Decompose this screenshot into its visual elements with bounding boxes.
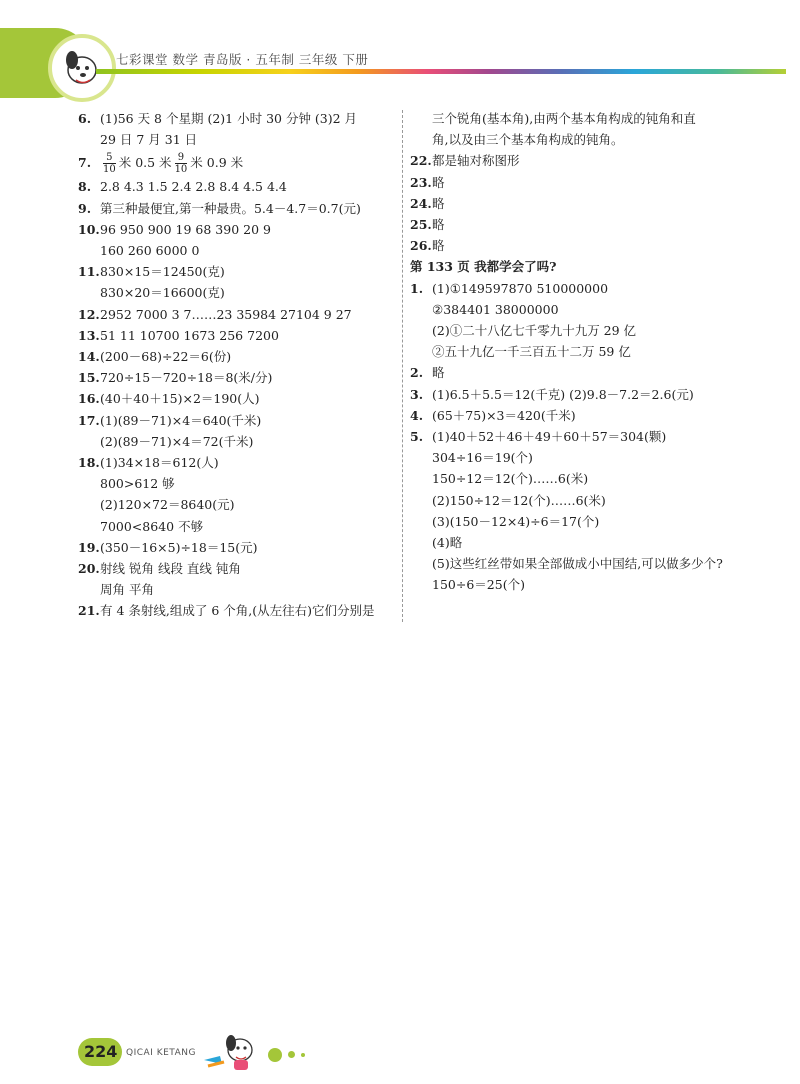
answer-18-l2: 800>612 够 (100, 476, 175, 492)
answer-6-cont: 29 日 7 月 31 日 (100, 132, 198, 148)
footer-brand: QICAI KETANG (126, 1048, 196, 1058)
review-5-l2: 304÷16＝19(个) (432, 450, 533, 466)
answer-20-cont: 周角 平角 (100, 582, 154, 598)
answer-16: 16.(40＋40＋15)×2＝190(人) (78, 391, 260, 407)
review-5-l6: (4)略 (432, 535, 463, 551)
header-title: 七彩课堂 数学 青岛版 · 五年制 三年级 下册 (116, 52, 369, 67)
mascot-icon (48, 34, 116, 102)
dot-medium-icon (288, 1051, 295, 1058)
review-5-l8: 150÷6＝25(个) (432, 577, 525, 593)
answer-10: 10.96 950 900 19 68 390 20 9 (78, 221, 271, 237)
footer-mascot-icon (200, 1030, 260, 1078)
answer-9: 9. 第三种最便宜,第一种最贵。5.4－4.7＝0.7(元) (78, 200, 361, 216)
answer-21-cont-2: 角,以及由三个基本角构成的钝角。 (432, 132, 624, 148)
answer-18-l3: (2)120×72＝8640(元) (100, 497, 235, 513)
answer-8: 8. 2.8 4.3 1.5 2.4 2.8 8.4 4.5 4.4 (78, 179, 287, 195)
answer-11-cont: 830×20＝16600(克) (100, 285, 225, 301)
dot-small-icon (301, 1053, 305, 1057)
answer-21: 21.有 4 条射线,组成了 6 个角,(从左往右)它们分别是 (78, 603, 375, 619)
answer-26: 26.略 (410, 238, 445, 254)
section-title: 第 133 页 我都学会了吗? (410, 259, 557, 275)
fraction-9-10: $\frac{9}{10}$ (174, 152, 188, 176)
review-5-l5: (3)(150－12×4)÷6＝17(个) (432, 513, 600, 529)
answer-13: 13.51 11 10700 1673 256 7200 (78, 327, 279, 343)
answer-25: 25.略 (410, 217, 445, 233)
footer-dots (268, 1044, 311, 1063)
answer-11: 11.830×15＝12450(克) (78, 264, 225, 280)
answer-19: 19.(350－16×5)÷18＝15(元) (78, 539, 258, 555)
answer-17-cont: (2)(89－71)×4＝72(千米) (100, 433, 254, 449)
dot-large-icon (268, 1048, 282, 1062)
answer-21-cont-1: 三个锐角(基本角),由两个基本角构成的钝角和直 (432, 111, 696, 126)
answer-17: 17.(1)(89－71)×4＝640(千米) (78, 412, 262, 428)
review-1-l2: ②384401 38000000 (432, 301, 559, 317)
review-5-l4: (2)150÷12＝12(个)……6(米) (432, 492, 606, 508)
answer-18: 18.(1)34×18＝612(人) (78, 455, 219, 471)
answer-22: 22.都是轴对称图形 (410, 153, 520, 169)
review-3: 3. (1)6.5＋5.5＝12(千克) (2)9.8－7.2＝2.6(元) (410, 386, 694, 402)
answer-20: 20.射线 锐角 线段 直线 钝角 (78, 561, 241, 577)
page-header (0, 0, 800, 110)
review-1: 1. (1)①149597870 510000000 (410, 280, 609, 296)
right-column (410, 108, 750, 596)
review-5-l3: 150÷12＝12(个)……6(米) (432, 471, 589, 487)
review-4: 4. (65＋75)×3＝420(千米) (410, 407, 576, 423)
review-1-l3: (2)①二十八亿七千零九十九万 29 亿 (432, 323, 637, 339)
fraction-5-10: $\frac{5}{10}$ (103, 152, 116, 176)
page-footer (0, 1020, 800, 1084)
answer-24: 24.略 (410, 195, 445, 211)
column-divider (402, 110, 403, 622)
review-1-l4: ②五十九亿一千三百五十二万 59 亿 (432, 344, 631, 360)
answer-14: 14.(200－68)÷22＝6(份) (78, 349, 232, 365)
answer-6: 6. (1)56 天 8 个星期 (2)1 小时 30 分钟 (3)2 月 (78, 111, 358, 126)
answer-18-l4: 7000<8640 不够 (100, 518, 204, 534)
header-color-stripe (96, 69, 786, 74)
answer-15: 15.720÷15－720÷18＝8(米/分) (78, 370, 273, 386)
answer-23: 23.略 (410, 174, 445, 190)
answer-7: 7. $\frac{5}{10}$ 米 0.5 米 $\frac{9}{10}$ 米 0.9 米 (78, 152, 244, 176)
left-column (78, 108, 398, 622)
answer-12: 12.2952 7000 3 7……23 35984 27104 9 27 (78, 306, 352, 322)
page-number: 224 (84, 1042, 118, 1061)
answer-10-cont: 160 260 6000 0 (100, 243, 200, 259)
review-5-l7: (5)这些红丝带如果全部做成小中国结,可以做多少个? (432, 556, 723, 572)
review-5: 5. (1)40＋52＋46＋49＋60＋57＝304(颗) (410, 429, 667, 445)
review-2: 2. 略 (410, 365, 445, 381)
